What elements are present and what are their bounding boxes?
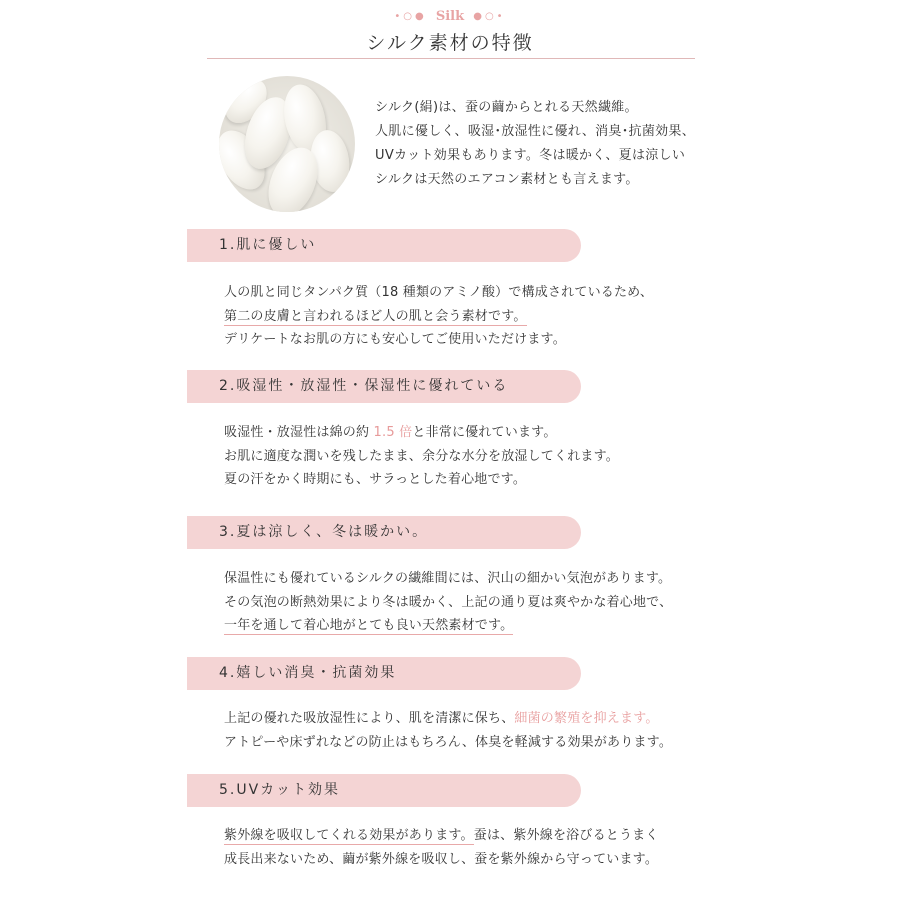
section-1-body: [224, 281, 704, 352]
section-4-line-1-accent: 細菌の繁殖を抑えます。: [514, 711, 659, 726]
silk-cocoons-image: [219, 76, 355, 212]
title-divider: [207, 58, 695, 59]
section-1-heading-band: [187, 229, 581, 262]
section-2-heading: 2.吸湿性・放湿性・保湿性に優れている: [219, 378, 509, 394]
header-decoration: [0, 6, 900, 25]
section-2-line-1-post: と非常に優れています。: [412, 425, 557, 440]
section-2-heading-band: [187, 370, 581, 403]
intro-line: UVカット効果もあります。冬は暖かく、夏は涼しい: [375, 148, 686, 163]
section-5-body: [224, 824, 704, 871]
section-5-heading-band: [187, 774, 581, 807]
section-4-body: [224, 707, 704, 754]
section-5-line-1-post: 蚕は、紫外線を浴びるとうまく: [473, 828, 659, 843]
section-5-line-1: [224, 824, 704, 848]
section-4-line-2: アトピーや床ずれなどの防止はもちろん、体臭を軽減する効果があります。: [224, 734, 673, 750]
dots-right-icon: ●○•: [473, 11, 506, 22]
section-4-heading: 4.嬉しい消臭・抗菌効果: [219, 665, 397, 681]
section-4-heading-band: [187, 657, 581, 690]
section-1-heading: 1.肌に優しい: [219, 237, 317, 253]
intro-line: 人肌に優しく、吸湿･放湿性に優れ、消臭･抗菌効果、: [375, 124, 696, 139]
section-1-line-1: 人の肌と同じタンパク質（18 種類のアミノ酸）で構成されているため、: [224, 285, 654, 300]
section-3-line-2: その気泡の断熱効果により冬は暖かく、上記の通り夏は爽やかな着心地で、: [224, 594, 673, 610]
section-3-line-1: 保温性にも優れているシルクの繊維間には、沢山の細かい気泡があります。: [224, 571, 672, 586]
intro-text: [375, 96, 715, 192]
page-title: シルク素材の特徴: [366, 32, 534, 54]
section-3-line-3: 一年を通して着心地がとても良い天然素材です。: [224, 618, 514, 633]
cotton-ratio-value: 1.5 倍: [373, 425, 413, 440]
intro-line: シルクは天然のエアコン素材とも言えます。: [375, 172, 639, 187]
section-1-line-2: 第二の皮膚と言われるほど人の肌と会う素材です。: [224, 308, 527, 324]
dots-left-icon: •○●: [394, 11, 427, 22]
section-5-line-1-underlined: 紫外線を吸収してくれる効果があります。: [224, 828, 474, 843]
section-4-line-1-pre: 上記の優れた吸放湿性により、肌を清潔に保ち、: [224, 711, 515, 726]
section-2-line-3: 夏の汗をかく時期にも、サラっとした着心地です。: [224, 472, 527, 487]
intro-line: シルク(絹)は、蚕の繭からとれる天然繊維。: [375, 100, 638, 115]
silk-label: Silk: [435, 9, 465, 24]
section-5-line-2: 成長出来ないため、繭が紫外線を吸収し、蚕を紫外線から守っています。: [224, 851, 659, 867]
section-2-line-1: [224, 421, 704, 445]
section-2-line-1-pre: 吸湿性・放湿性は綿の約: [224, 425, 374, 440]
section-3-heading: 3.夏は涼しく、冬は暖かい。: [219, 524, 429, 540]
section-1-line-3: デリケートなお肌の方にも安心してご使用いただけます。: [224, 332, 566, 347]
section-5-heading: 5.UVカット効果: [219, 782, 341, 798]
section-2-body: [224, 421, 704, 492]
section-4-line-1: [224, 707, 704, 731]
section-3-body: [224, 567, 704, 638]
section-2-line-2: お肌に適度な潤いを残したまま、余分な水分を放湿してくれます。: [224, 448, 619, 464]
section-3-heading-band: [187, 516, 581, 549]
